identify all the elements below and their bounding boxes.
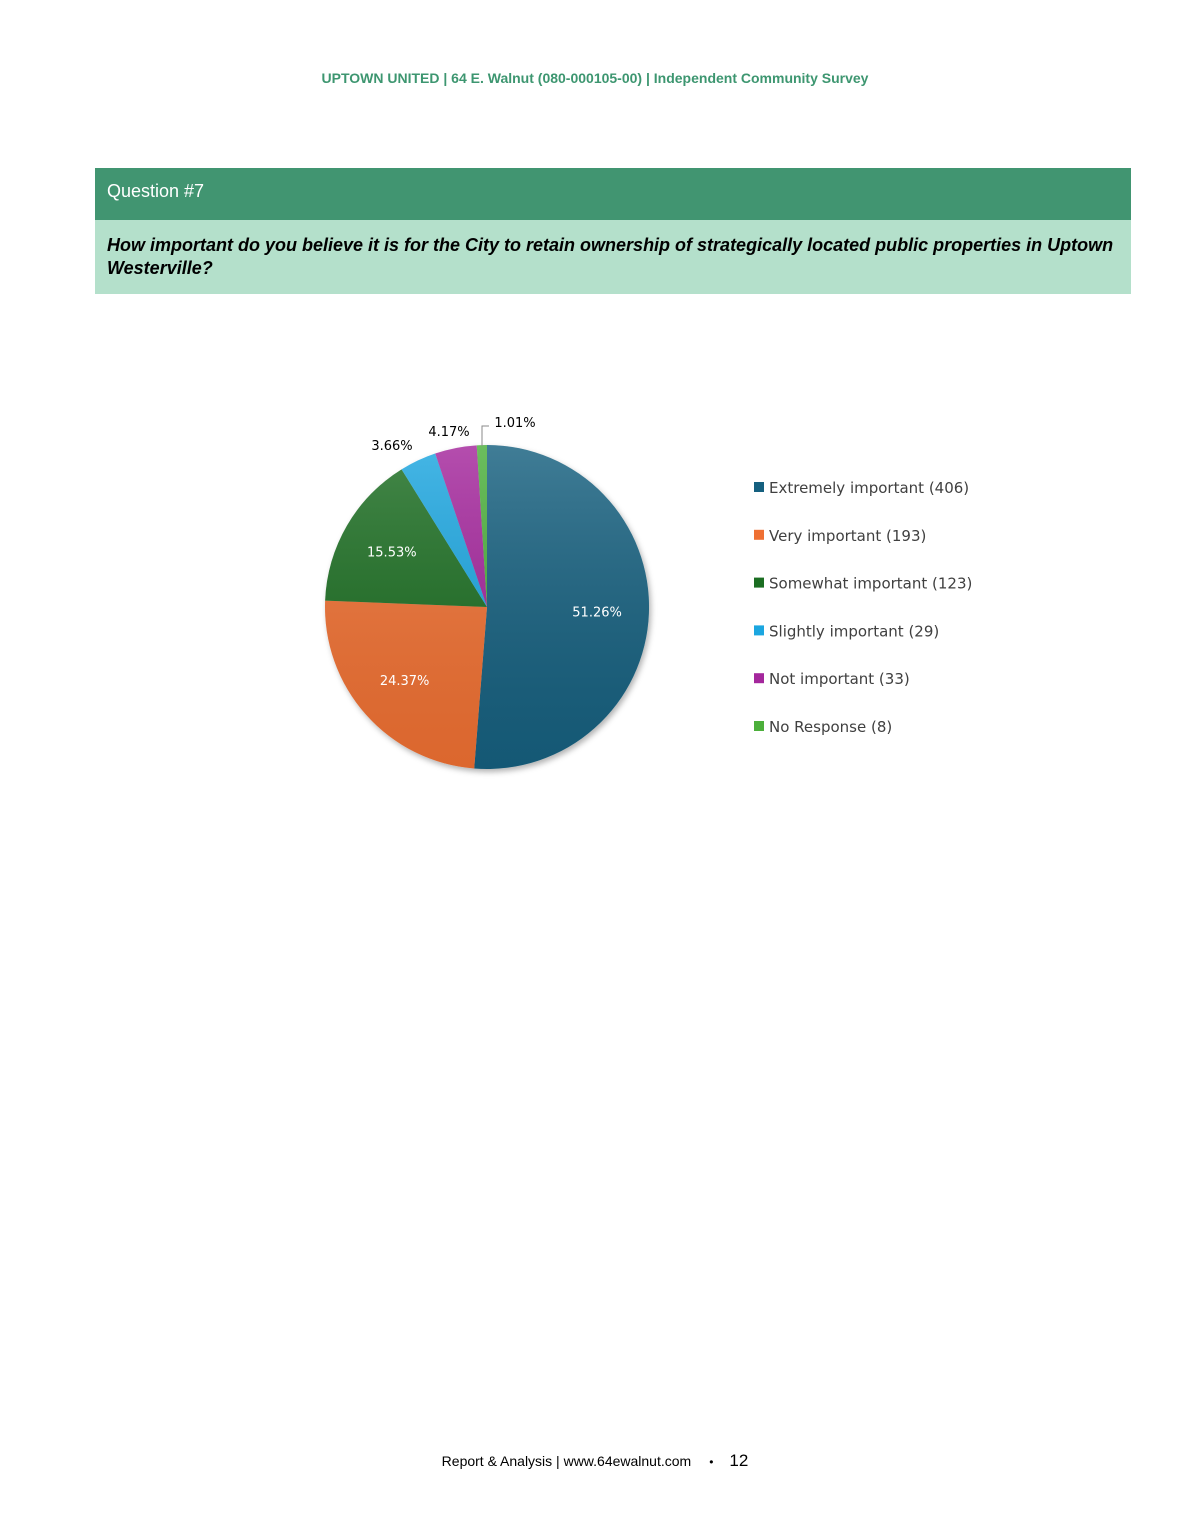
legend-swatch-extremely-important <box>754 482 764 492</box>
data-label-extremely-important: 51.26% <box>572 605 622 621</box>
question-number: Question #7 <box>107 181 205 201</box>
legend-label-no-response: No Response (8) <box>769 718 893 736</box>
footer-separator: • <box>709 1455 714 1469</box>
legend-swatch-not-important <box>754 673 764 683</box>
chart-legend <box>754 479 972 736</box>
data-label-no-response: 1.01% <box>494 416 536 431</box>
data-label-very-important: 24.37% <box>379 674 430 690</box>
data-label-somewhat-important: 15.53% <box>367 545 417 561</box>
legend-swatch-no-response <box>754 721 764 731</box>
legend-label-slightly-important: Slightly important (29) <box>769 622 940 641</box>
data-label-slightly-important: 3.66% <box>371 439 413 454</box>
legend-label-somewhat-important: Somewhat important (123) <box>769 574 973 593</box>
legend-swatch-slightly-important <box>754 625 764 635</box>
page-number: 12 <box>729 1451 749 1470</box>
legend-label-very-important: Very important (193) <box>769 526 927 545</box>
question-text: How important do you believe it is for the City to retain ownership of strategically located public properties in Uptown Westerville? <box>95 220 1131 294</box>
legend-swatch-somewhat-important <box>754 578 764 588</box>
page-footer <box>0 1451 1190 1471</box>
legend-swatch-very-important <box>754 530 764 540</box>
legend-label-not-important: Not important (33) <box>769 670 910 689</box>
pie-labels <box>325 416 649 769</box>
leader-line <box>482 426 489 446</box>
footer-text: Report & Analysis | www.64ewalnut.com <box>441 1453 692 1469</box>
legend-label-extremely-important: Extremely important (406) <box>769 479 970 497</box>
report-header: UPTOWN UNITED | 64 E. Walnut (080-000105-00) | Independent Community Survey <box>321 70 869 86</box>
data-label-not-important: 4.17% <box>428 425 470 440</box>
